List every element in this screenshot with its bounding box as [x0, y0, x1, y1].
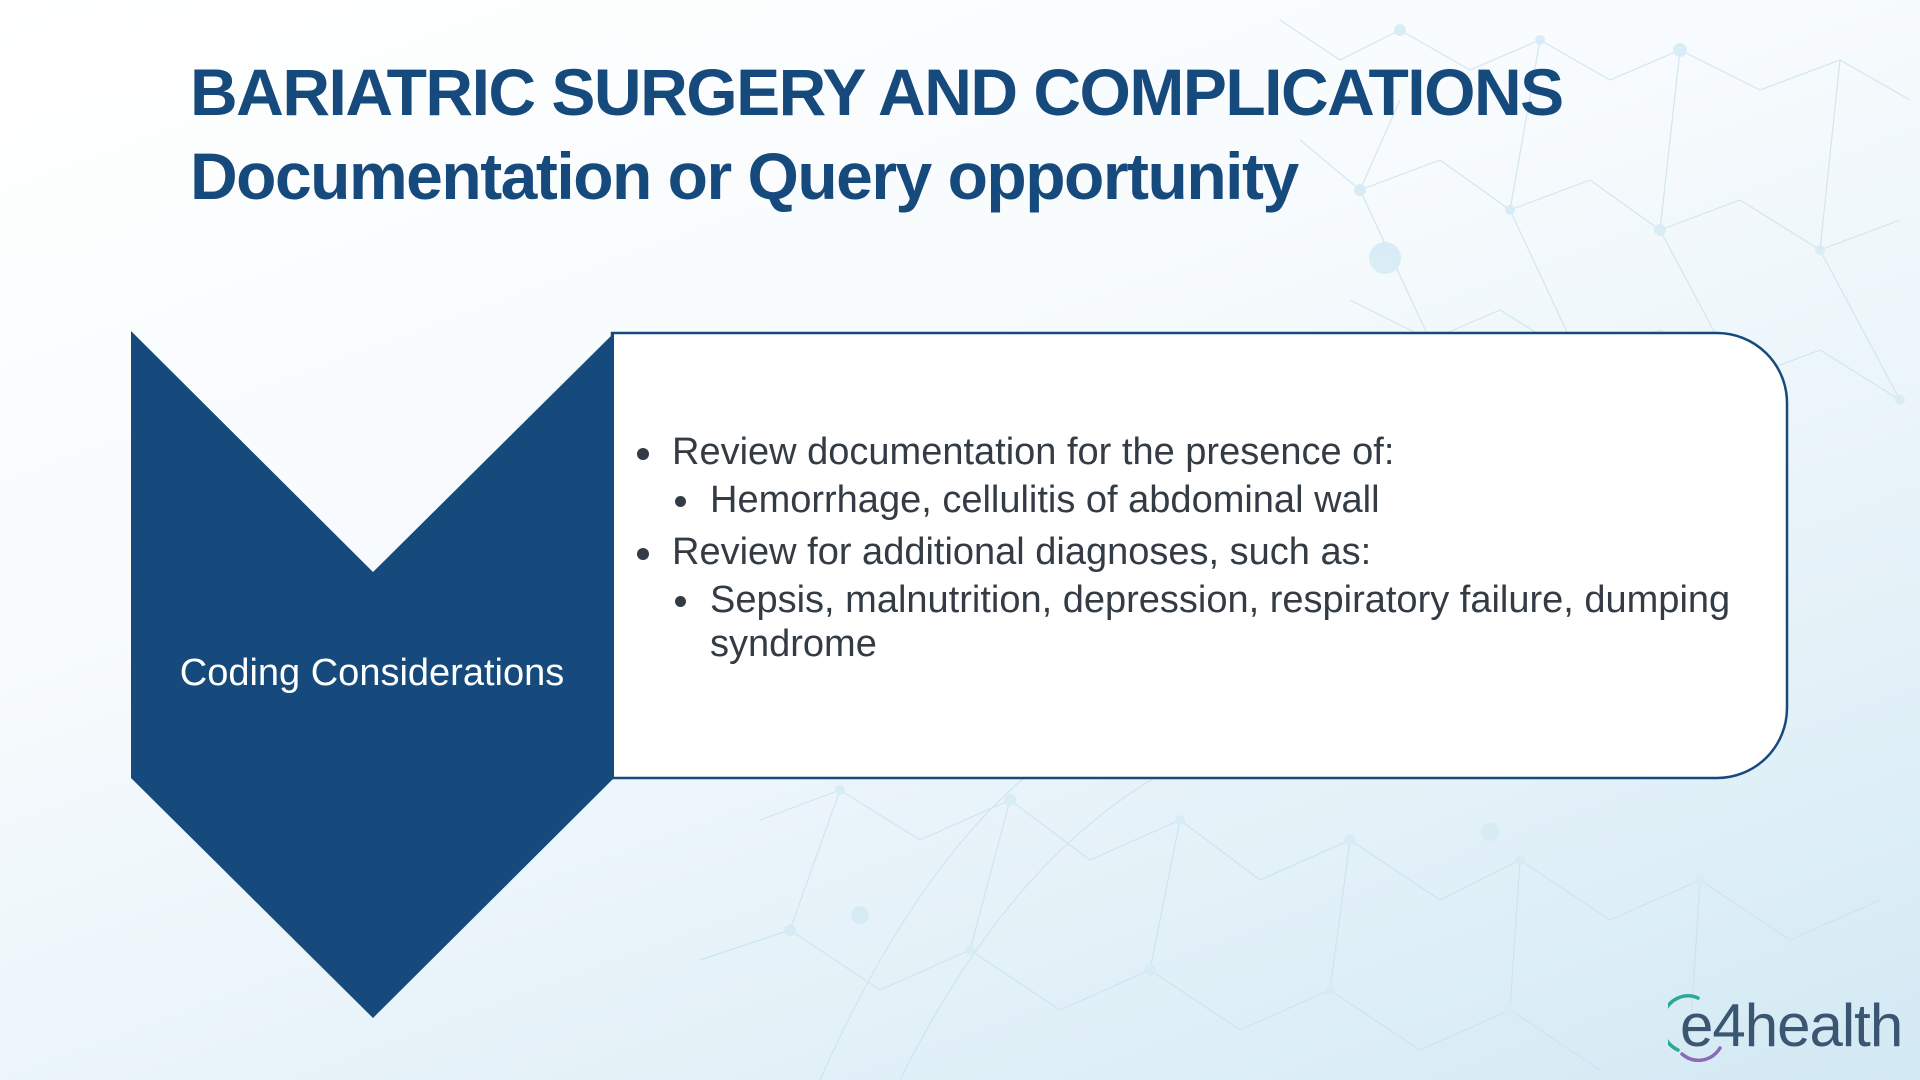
- content-panel: [634, 428, 1754, 672]
- sub-bullet-text: Hemorrhage, cellulitis of abdominal wall: [710, 479, 1380, 521]
- sub-bullet-list: [672, 478, 1754, 522]
- sub-bullet-text: Sepsis, malnutrition, depression, respiratory failure, dumping syndrome: [710, 579, 1731, 665]
- sub-list-item: [672, 578, 1754, 666]
- bullet-list: [634, 428, 1754, 666]
- bullet-text: Review documentation for the presence of:: [672, 431, 1395, 473]
- list-item: [634, 428, 1754, 522]
- bullet-text: Review for additional diagnoses, such as:: [672, 531, 1372, 573]
- sub-bullet-list: [672, 578, 1754, 666]
- list-item: [634, 528, 1754, 666]
- sub-list-item: [672, 478, 1754, 522]
- title-line-2: Documentation or Query opportunity: [190, 139, 1298, 213]
- chevron-label: Coding Considerations: [179, 652, 565, 694]
- title-line-1: BARIATRIC SURGERY AND COMPLICATIONS: [190, 55, 1563, 129]
- e4health-logo: [1668, 990, 1903, 1062]
- logo-text: e4health: [1680, 992, 1903, 1059]
